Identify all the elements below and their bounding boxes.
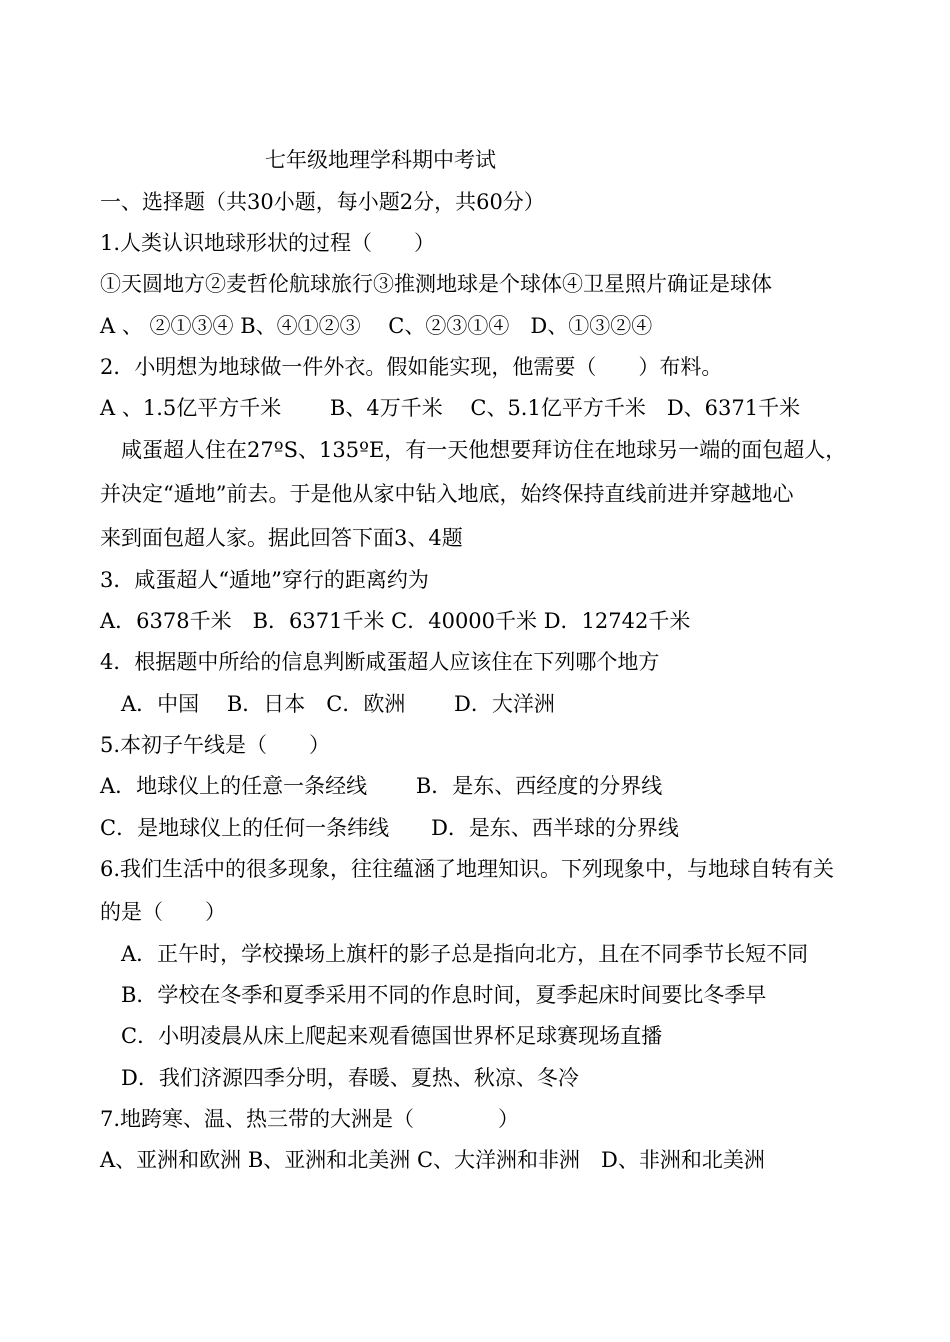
question-7-options: A、亚洲和欧洲 B、亚洲和北美洲 C、大洋洲和非洲 D、非洲和北美洲 bbox=[100, 1148, 765, 1172]
section-heading: 一、选择题（共30小题，每小题2分，共60分） bbox=[100, 190, 545, 214]
question-3-options: A．6378千米 B．6371千米 C．40000千米 D．12742千米 bbox=[100, 609, 691, 633]
question-4: 4．根据题中所给的信息判断咸蛋超人应该住在下列哪个地方 bbox=[100, 650, 660, 674]
question-1: 1.人类认识地球形状的过程（ ） bbox=[100, 231, 436, 255]
question-6-option-c: C．小明凌晨从床上爬起来观看德国世界杯足球赛现场直播 bbox=[100, 1024, 663, 1048]
question-5-options-cd: C．是地球仪上的任何一条纬线 D．是东、西半球的分界线 bbox=[100, 816, 679, 840]
passage-line-1: 咸蛋超人住在27ºS、135ºE，有一天他想要拜访住在地球另一端的面包超人， bbox=[100, 438, 847, 462]
question-1-items: ①天圆地方②麦哲伦航球旅行③推测地球是个球体④卫星照片确证是球体 bbox=[100, 272, 772, 296]
question-6-line-1: 6.我们生活中的很多现象，往往蕴涵了地理知识。下列现象中，与地球自转有关 bbox=[100, 857, 835, 881]
question-6-line-2: 的是（ ） bbox=[100, 900, 226, 924]
question-5: 5.本初子午线是（ ） bbox=[100, 733, 331, 757]
question-6-option-d: D．我们济源四季分明，春暖、夏热、秋凉、冬冷 bbox=[100, 1066, 579, 1090]
page-title: 七年级地理学科期中考试 bbox=[265, 148, 496, 172]
question-1-options: A 、 ②①③④ B、④①②③ C、②③①④ D、①③②④ bbox=[100, 314, 653, 338]
passage-line-2: 并决定“遁地”前去。于是他从家中钻入地底，始终保持直线前进并穿越地心 bbox=[100, 482, 794, 506]
question-5-options-ab: A．地球仪上的任意一条经线 B．是东、西经度的分界线 bbox=[100, 774, 663, 798]
passage-line-3: 来到面包超人家。据此回答下面3、4题 bbox=[100, 526, 463, 550]
question-2: 2．小明想为地球做一件外衣。假如能实现，他需要（ ）布料。 bbox=[100, 355, 723, 379]
question-6-option-a: A．正午时，学校操场上旗杆的影子总是指向北方，且在不同季节长短不同 bbox=[100, 942, 809, 966]
question-7: 7.地跨寒、温、热三带的大洲是（ ） bbox=[100, 1107, 520, 1131]
question-2-options: A 、1.5亿平方千米 B、4万千米 C、5.1亿平方千米 D、6371千米 bbox=[100, 396, 801, 420]
question-4-options: A．中国 B．日本 C．欧洲 D．大洋洲 bbox=[100, 692, 555, 716]
question-3: 3．咸蛋超人“遁地”穿行的距离约为 bbox=[100, 568, 429, 592]
question-6-option-b: B．学校在冬季和夏季采用不同的作息时间，夏季起床时间要比冬季早 bbox=[100, 983, 767, 1007]
